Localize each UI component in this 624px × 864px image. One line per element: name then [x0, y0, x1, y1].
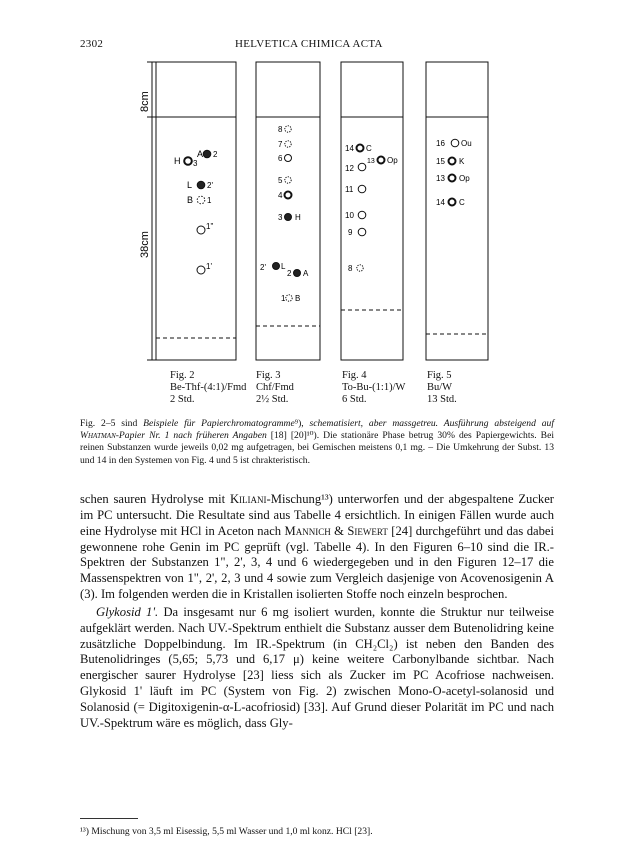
spot-label: 8 [348, 264, 353, 273]
spot-marker [449, 175, 456, 182]
spot-symbol: 1" [206, 222, 214, 231]
strip-solvent-system: To-Bu-(1:1)/W [342, 382, 406, 393]
strip-fig2 [156, 62, 236, 360]
spot-symbol: H [295, 213, 301, 222]
spot-label: 10 [345, 211, 354, 220]
spot-marker [285, 192, 292, 199]
strip-caption-fig2 [170, 370, 246, 406]
paragraph: schen sauren Hydrolyse mit Kiliani-Mischung¹³) unterworfen und der abgespaltene Zucker im PC untersucht. Die Resultate sind aus Tabelle 4 ersichtlich. In einigen Fällen wurde auch eine Hydrolyse mit HCl in Aceton nach Mannich & Siewert [24] durchgeführt und das dabei gewonnene rohe Genin im PC geprüft (vgl. Tabelle 4). In den Figuren 6–10 sind die IR.-Spektren der Substanzen 1", 2', 3, 4 und 6 wiedergegeben und in den Figuren 12–17 die Massenspektren von 1", 2', 2, 3 und 4 sowie zum Vergleich dasjenige von Acovenosigenin A (3). Im folgenden werden die in Kristallen isolierten Stoffe noch einzeln besprochen. [80, 492, 555, 602]
chromatogram-figure [0, 0, 624, 410]
footnote-rule [80, 818, 138, 819]
spot-symbol: C [459, 198, 465, 207]
spot-label: H [174, 156, 181, 166]
body-text [80, 492, 554, 732]
spot-symbol: 1 [207, 196, 212, 205]
spot-label: 15 [436, 157, 445, 166]
spot-label: 12 [345, 164, 354, 173]
spot-marker [184, 157, 192, 165]
spot-marker [197, 266, 205, 274]
figure-caption: Fig. 2–5 sind Beispiele für Papierchromatogramme⁹), schematisiert, aber massgetreu. Ausführung absteigend auf Whatman-Papier Nr. 1 nach früheren Angaben [18] [20]¹⁰). Die stationäre Phase betrug 30% des Papiergewichts. Bei reinen Substanzen wurde jeweils 0,02 mg aufgetragen, bei Gemischen meistens 0,1 mg. – Die Umkehrung der Subst. 13 und 14 in den Systemen von Fig. 4 und 5 ist chrakteristisch. [80, 418, 554, 466]
spot-symbol: 2' [207, 181, 213, 190]
spot-symbol: Op [387, 156, 398, 165]
scale-lower-label: 38cm [139, 231, 151, 258]
spot-symbol: B [295, 294, 301, 303]
spot-marker [358, 211, 366, 219]
strip-caption-fig3 [256, 370, 294, 406]
spot-label: A [197, 149, 204, 159]
spot-marker [294, 270, 301, 277]
strip-caption-fig4 [342, 370, 405, 406]
strip-caption-fig5 [427, 370, 457, 406]
spot-marker [197, 181, 205, 189]
spot-label: 1 [281, 294, 286, 303]
spot-label: 14 [436, 198, 445, 207]
strip-fig4 [341, 62, 403, 360]
strip-run-time: 2 Std. [170, 394, 195, 405]
spot-marker [203, 150, 211, 158]
strip-run-time: 13 Std. [427, 394, 457, 405]
spot-label: 8 [278, 125, 283, 134]
spot-marker [449, 158, 456, 165]
spot-marker [449, 199, 456, 206]
spot-symbol: Op [459, 174, 470, 183]
strip-fig3 [256, 62, 320, 360]
spot-marker [358, 163, 366, 171]
strip-solvent-system: Bu/W [427, 382, 453, 393]
spot-symbol: K [459, 157, 465, 166]
spot-marker [273, 263, 280, 270]
spot-symbol: 1' [206, 262, 212, 271]
spot-label: 7 [278, 140, 283, 149]
strip-fig-number: Fig. 5 [427, 370, 452, 381]
spot-marker [378, 157, 385, 164]
paragraph: Glykosid 1'. Da insgesamt nur 6 mg isoliert wurden, konnte die Struktur nur teilweise aufgeklärt werden. Nach UV.-Spektrum enthielt die Substanz ausser dem Butenolidring keine zusätzliche Doppelbindung. Im IR.-Spektrum (in CH₂Cl₂) ist neben den Banden des Butenolidringes (5,65; 5,73 und 6,17 μ) keine weitere Carbonylbande sichtbar. Nach energischer saurer Hydrolyse [23] liess sich als Zucker im PC Acofriose nachweisen. Glykosid 1' läuft im PC (System von Fig. 2) zwischen Mono-O-acetyl-solanosid und Solanosid (= Digitoxigenin-α-L-acofriosid) [33]. Auf Grund dieser Polarität im PC und nach UV.-Spektrum wäre es möglich, dass Gly- [80, 604, 554, 730]
spot-label: 13 [367, 158, 375, 165]
spot-marker [358, 185, 366, 193]
spot-marker [285, 155, 292, 162]
strip-solvent-system: Chf/Fmd [256, 382, 294, 393]
strip-fig-number: Fig. 3 [256, 370, 281, 381]
strip-solvent-system: Be-Thf-(4:1)/Fmd [170, 382, 247, 393]
journal-title: HELVETICA CHIMICA ACTA [235, 38, 383, 50]
spot-marker [285, 177, 291, 183]
spot-label: 4 [278, 191, 283, 200]
spot-marker [197, 196, 205, 204]
spot-marker [285, 141, 291, 147]
spot-label: 16 [436, 139, 445, 148]
strip-fig5 [426, 62, 488, 360]
spot-marker [357, 145, 364, 152]
spot-symbol: 3 [193, 159, 198, 168]
scale-upper-label: 8cm [139, 91, 151, 112]
spot-label: 3 [278, 213, 283, 222]
spot-label: B [187, 195, 194, 205]
spot-marker [357, 265, 363, 271]
spot-label: 14 [345, 144, 354, 153]
spot-marker [451, 139, 459, 147]
spot-marker [197, 226, 205, 234]
spot-label: L [187, 180, 193, 190]
spot-label: 5 [278, 176, 283, 185]
scale-bar [139, 62, 157, 360]
spot-marker [285, 214, 292, 221]
strip-fig-number: Fig. 4 [342, 370, 367, 381]
spot-marker [358, 228, 366, 236]
spot-symbol: L [281, 262, 286, 271]
spot-symbol: C [366, 144, 372, 153]
strip-fig-number: Fig. 2 [170, 370, 195, 381]
spot-label: 2 [287, 269, 292, 278]
spot-symbol: 2 [213, 150, 218, 159]
spot-label: 2' [260, 263, 266, 272]
footnote: ¹³) Mischung von 3,5 ml Eisessig, 5,5 ml Wasser und 1,0 ml konz. HCl [23]. [80, 826, 373, 837]
spot-symbol: A [303, 269, 309, 278]
spot-label: 13 [436, 174, 445, 183]
spot-label: 6 [278, 154, 283, 163]
page-number: 2302 [80, 38, 104, 50]
strip-run-time: 2½ Std. [256, 394, 289, 405]
spot-label: 11 [345, 185, 354, 194]
spot-symbol: Ou [461, 139, 472, 148]
spot-label: 9 [348, 228, 353, 237]
strip-run-time: 6 Std. [342, 394, 367, 405]
spot-marker [286, 295, 292, 301]
spot-marker [285, 126, 291, 132]
